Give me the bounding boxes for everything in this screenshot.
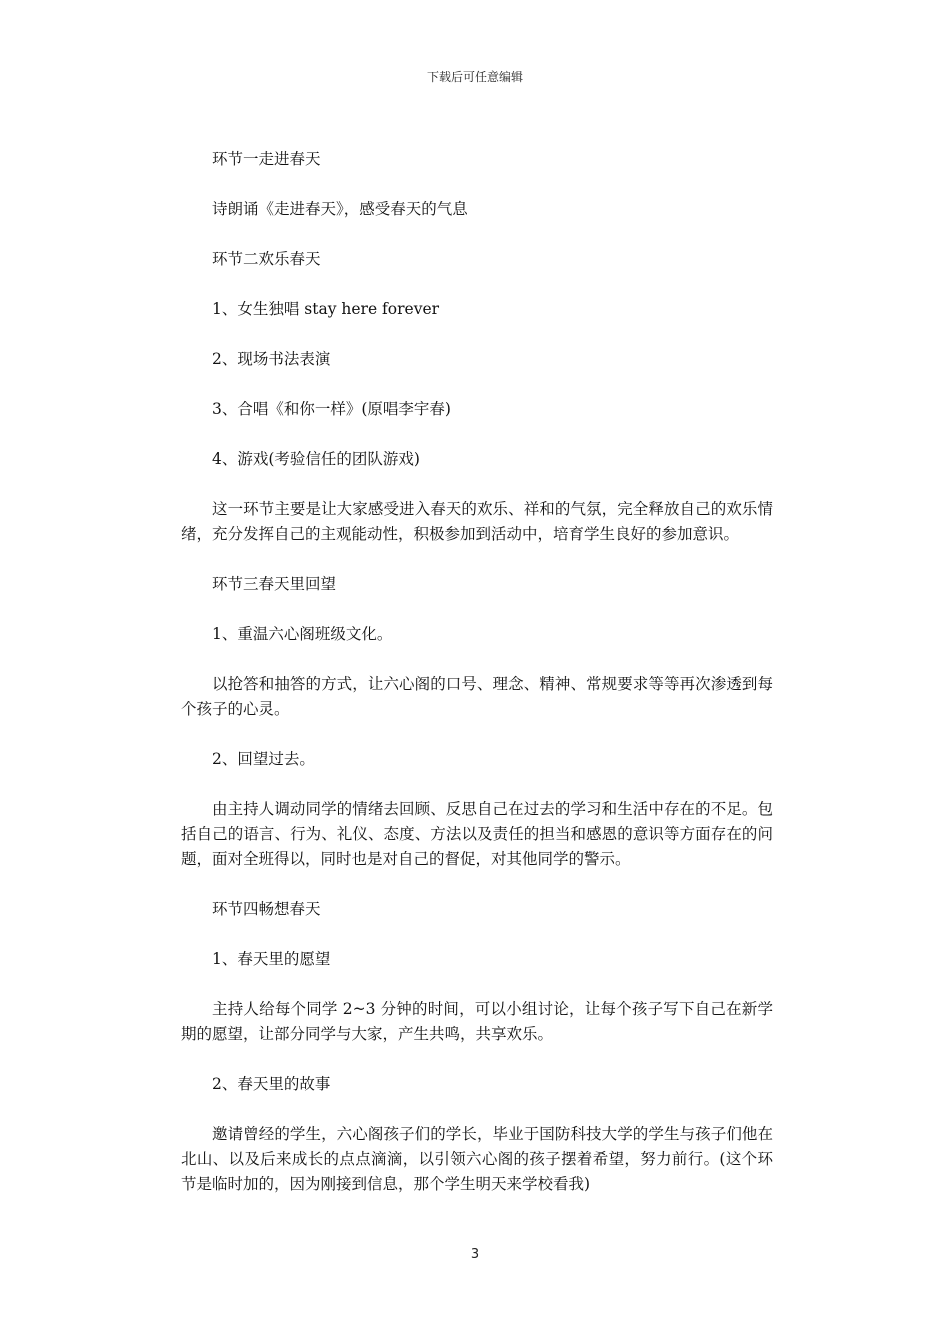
paragraph: 由主持人调动同学的情绪去回顾、反思自己在过去的学习和生活中存在的不足。包括自己的语言、行为、礼仪、态度、方法以及责任的担当和感恩的意识等方面存在的问题，面对全班得以，同时也是对自己的督促，对其他同学的警示。 <box>181 800 773 868</box>
list-item: 2、现场书法表演 <box>212 350 331 368</box>
section-heading-4: 环节四畅想春天 <box>212 900 321 918</box>
paragraph: 邀请曾经的学生，六心阁孩子们的学长，毕业于国防科技大学的学生与孩子们他在北山、以及后来成长的点点滴滴，以引领六心阁的孩子摆着希望，努力前行。(这个环节是临时加的，因为刚接到信息，那个学生明天来学校看我) <box>181 1125 773 1193</box>
page-number: 3 <box>470 1247 480 1262</box>
page-header: 下载后可任意编辑 <box>426 70 523 84</box>
paragraph: 主持人给每个同学 2~3 分钟的时间，可以小组讨论，让每个孩子写下自己在新学期的愿望，让部分同学与大家，产生共鸣，共享欢乐。 <box>181 1000 773 1043</box>
paragraph: 诗朗诵《走进春天》，感受春天的气息 <box>212 200 468 218</box>
list-item: 3、合唱《和你一样》(原唱李宇春) <box>212 400 451 418</box>
section-heading-2: 环节二欢乐春天 <box>212 250 321 268</box>
list-item: 1、重温六心阁班级文化。 <box>212 625 393 643</box>
list-item: 2、回望过去。 <box>212 750 315 768</box>
list-item: 1、春天里的愿望 <box>212 950 331 968</box>
section-heading-3: 环节三春天里回望 <box>212 575 337 593</box>
paragraph: 以抢答和抽答的方式，让六心阁的口号、理念、精神、常规要求等等再次渗透到每个孩子的心灵。 <box>181 675 773 718</box>
section-heading-1: 环节一走进春天 <box>212 150 321 168</box>
paragraph: 这一环节主要是让大家感受进入春天的欢乐、祥和的气氛，完全释放自己的欢乐情绪，充分发挥自己的主观能动性，积极参加到活动中，培育学生良好的参加意识。 <box>181 500 773 543</box>
list-item: 1、女生独唱 stay here forever <box>212 300 440 318</box>
document-body <box>181 147 773 1222</box>
list-item: 4、游戏(考验信任的团队游戏) <box>212 450 420 468</box>
list-item: 2、春天里的故事 <box>212 1075 331 1093</box>
